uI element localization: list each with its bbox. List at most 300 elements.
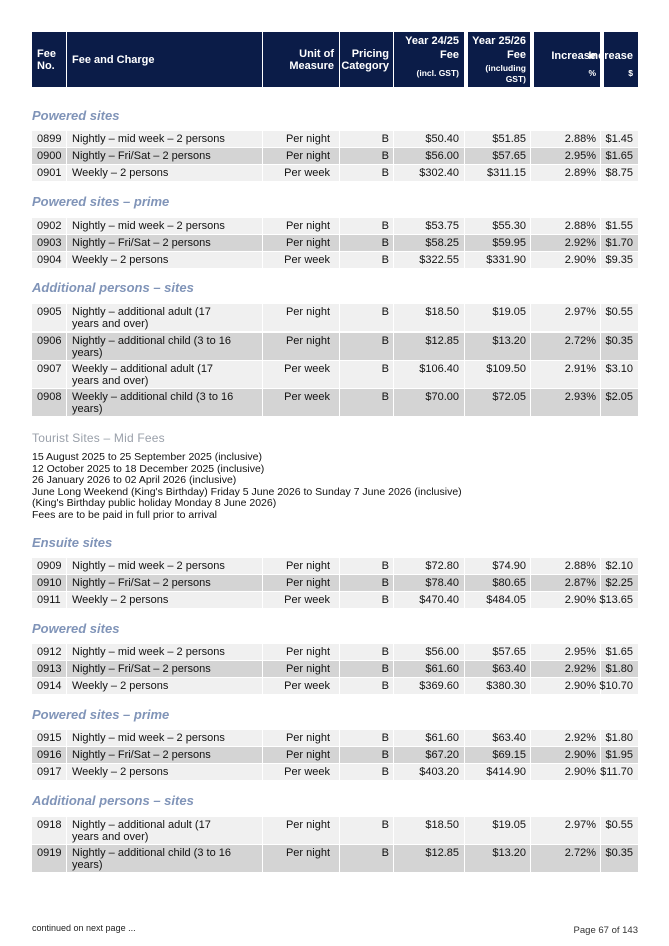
cell-dollar — [601, 252, 638, 268]
cell-unit-value: Per week — [284, 167, 330, 179]
cell-fee — [67, 165, 262, 181]
fee-description-line: Weekly – 2 persons — [72, 766, 169, 778]
cell-unit — [263, 764, 339, 780]
cell-unit — [263, 252, 339, 268]
cell-y2425 — [394, 661, 464, 677]
cell-dollar — [601, 148, 638, 164]
cell-unit — [263, 661, 339, 677]
fee-description-line: years) — [72, 347, 103, 359]
cell-unit-value: Per week — [284, 363, 330, 375]
cell-pct-value: 2.89% — [564, 167, 596, 179]
cell-no-value: 0900 — [37, 150, 62, 162]
cell-pct — [531, 333, 600, 360]
cell-pct — [531, 678, 600, 694]
tourist-note-line: 12 October 2025 to 18 December 2025 (inclusive) — [32, 462, 265, 475]
cell-dollar-value: $2.25 — [605, 577, 633, 589]
cell-dollar-value: $1.45 — [605, 133, 633, 145]
cell-y2425-value: $61.60 — [425, 732, 459, 744]
cell-no — [32, 148, 66, 164]
header-2526-line1: Year 25/26 — [472, 35, 526, 47]
tourist-note-line: 26 January 2026 to 02 April 2026 (inclusive) — [32, 474, 237, 487]
fee-description-line: Weekly – additional adult (17 — [72, 363, 214, 375]
cell-dollar — [601, 304, 638, 331]
cell-no — [32, 165, 66, 181]
fee-description-line: Nightly – Fri/Sat – 2 persons — [72, 577, 211, 589]
cell-pct-value: 2.90% — [564, 254, 596, 266]
cell-cat — [340, 747, 393, 763]
cell-no-value: 0913 — [37, 663, 62, 675]
cell-y2526-value: $69.15 — [492, 749, 526, 761]
table-row — [32, 333, 638, 360]
fee-description-line: Nightly – mid week – 2 persons — [72, 133, 225, 145]
header-fee-no-line2: No. — [37, 60, 55, 72]
cell-no — [32, 644, 66, 660]
cell-fee — [67, 235, 262, 251]
cell-y2425 — [394, 592, 464, 608]
header-2425-line1: Year 24/25 — [405, 35, 459, 47]
cell-no — [32, 333, 66, 360]
cell-y2526-value: $63.40 — [492, 732, 526, 744]
cell-no-value: 0917 — [37, 766, 62, 778]
cell-dollar — [601, 218, 638, 234]
fee-description-line: Nightly – additional adult (17 — [72, 819, 211, 831]
fee-description-line: years) — [72, 403, 103, 415]
cell-y2526-value: $19.05 — [492, 306, 526, 318]
cell-pct — [531, 389, 600, 416]
tourist-note-line: 15 August 2025 to 25 September 2025 (inclusive) — [32, 451, 262, 463]
cell-fee — [67, 575, 262, 591]
cell-cat — [340, 235, 393, 251]
cell-dollar — [601, 235, 638, 251]
continued-note: continued on next page ... — [32, 923, 136, 933]
table-row — [32, 764, 638, 780]
cell-cat — [340, 592, 393, 608]
cell-pct-value: 2.90% — [564, 594, 596, 606]
cell-cat — [340, 304, 393, 331]
cell-dollar — [601, 764, 638, 780]
cell-cat-value: B — [381, 766, 389, 778]
cell-pct — [531, 575, 600, 591]
cell-cat — [340, 575, 393, 591]
cell-y2526-value: $109.50 — [486, 363, 526, 375]
cell-fee — [67, 678, 262, 694]
cell-unit-value: Per week — [284, 594, 330, 606]
cell-pct — [531, 361, 600, 388]
table-row — [32, 165, 638, 181]
cell-unit-value: Per night — [285, 133, 330, 145]
table-row — [32, 218, 638, 234]
cell-pct — [531, 165, 600, 181]
cell-unit — [263, 304, 339, 331]
cell-cat-value: B — [381, 847, 389, 859]
cell-cat-value: B — [381, 749, 389, 761]
cell-cat-value: B — [381, 577, 389, 589]
table-row — [32, 678, 638, 694]
cell-fee — [67, 361, 262, 388]
cell-fee — [67, 252, 262, 268]
cell-y2526 — [465, 165, 530, 181]
cell-y2526-value: $414.90 — [486, 766, 526, 778]
header-pct-line1: Increase — [551, 50, 596, 62]
cell-pct-value: 2.88% — [564, 220, 596, 232]
cell-y2425 — [394, 575, 464, 591]
cell-unit — [263, 678, 339, 694]
fee-description-line: years and over) — [72, 318, 149, 330]
cell-unit-value: Per night — [285, 577, 330, 589]
cell-unit — [263, 592, 339, 608]
header-fee-no — [32, 32, 66, 87]
cell-unit — [263, 558, 339, 574]
cell-y2425 — [394, 764, 464, 780]
cell-pct-value: 2.72% — [564, 847, 596, 859]
cell-fee — [67, 764, 262, 780]
header-pct-line2: % — [588, 68, 596, 78]
cell-y2425 — [394, 845, 464, 872]
cell-no-value: 0899 — [37, 133, 62, 145]
section-title: Powered sites — [32, 621, 120, 636]
cell-pct-value: 2.88% — [564, 560, 596, 572]
fee-description-line: Weekly – 2 persons — [72, 594, 169, 606]
page-number: Page 67 of 143 — [573, 925, 638, 936]
header-unit-line1: Unit of — [299, 48, 334, 60]
header-2526-line3: (including — [485, 63, 526, 73]
cell-cat — [340, 148, 393, 164]
table-row — [32, 148, 638, 164]
cell-dollar — [601, 845, 638, 872]
cell-y2425 — [394, 361, 464, 388]
cell-pct — [531, 131, 600, 147]
fee-description-line: years and over) — [72, 375, 149, 387]
cell-dollar-value: $1.65 — [605, 646, 633, 658]
cell-dollar-value: $1.55 — [605, 220, 633, 232]
cell-cat-value: B — [381, 594, 389, 606]
cell-y2526 — [465, 148, 530, 164]
cell-y2425 — [394, 304, 464, 331]
cell-dollar — [601, 558, 638, 574]
fee-description-line: Nightly – Fri/Sat – 2 persons — [72, 237, 211, 249]
cell-unit-value: Per night — [285, 560, 330, 572]
cell-y2425 — [394, 644, 464, 660]
cell-y2526 — [465, 389, 530, 416]
cell-cat — [340, 678, 393, 694]
header-fee-and-charge-label: Fee and Charge — [72, 54, 155, 66]
table-row — [32, 252, 638, 268]
cell-no-value: 0903 — [37, 237, 62, 249]
cell-no-value: 0911 — [37, 594, 61, 606]
cell-unit — [263, 389, 339, 416]
cell-cat — [340, 845, 393, 872]
cell-y2425 — [394, 218, 464, 234]
cell-no-value: 0905 — [37, 306, 62, 318]
cell-dollar-value: $2.05 — [605, 391, 633, 403]
cell-fee — [67, 389, 262, 416]
cell-y2425 — [394, 235, 464, 251]
cell-pct-value: 2.95% — [564, 150, 596, 162]
cell-y2425-value: $470.40 — [419, 594, 459, 606]
cell-cat — [340, 389, 393, 416]
cell-cat-value: B — [381, 680, 389, 692]
section-title: Powered sites – prime — [32, 194, 170, 209]
cell-unit — [263, 644, 339, 660]
cell-dollar — [601, 333, 638, 360]
cell-y2526 — [465, 333, 530, 360]
cell-fee — [67, 644, 262, 660]
fee-description-line: Weekly – 2 persons — [72, 254, 169, 266]
cell-unit-value: Per night — [285, 819, 330, 831]
table-row — [32, 845, 638, 872]
cell-pct-value: 2.92% — [564, 663, 596, 675]
cell-unit-value: Per night — [285, 749, 330, 761]
cell-y2425-value: $403.20 — [419, 766, 459, 778]
cell-no-value: 0902 — [37, 220, 62, 232]
cell-dollar — [601, 131, 638, 147]
cell-pct — [531, 817, 600, 844]
cell-y2425-value: $67.20 — [425, 749, 459, 761]
cell-pct — [531, 764, 600, 780]
header-unit-line2: Measure — [289, 60, 334, 72]
header-dollar-line2: $ — [628, 68, 633, 78]
cell-y2526-value: $19.05 — [492, 819, 526, 831]
cell-y2425 — [394, 817, 464, 844]
cell-no — [32, 747, 66, 763]
header-unit-of-measure — [263, 32, 339, 87]
cell-no — [32, 817, 66, 844]
cell-cat — [340, 131, 393, 147]
table-row — [32, 730, 638, 746]
cell-y2526 — [465, 575, 530, 591]
cell-y2526 — [465, 730, 530, 746]
cell-y2526-value: $13.20 — [492, 847, 526, 859]
fee-description-line: Nightly – additional child (3 to 16 — [72, 847, 231, 859]
cell-y2526 — [465, 131, 530, 147]
cell-cat — [340, 252, 393, 268]
cell-no — [32, 361, 66, 388]
cell-dollar — [601, 575, 638, 591]
cell-fee — [67, 218, 262, 234]
fee-description-line: Weekly – 2 persons — [72, 680, 169, 692]
cell-pct-value: 2.87% — [564, 577, 596, 589]
cell-fee — [67, 661, 262, 677]
cell-y2526-value: $311.15 — [487, 167, 526, 179]
fee-description-line: Nightly – Fri/Sat – 2 persons — [72, 663, 211, 675]
cell-y2526 — [465, 361, 530, 388]
cell-pct-value: 2.90% — [564, 749, 596, 761]
cell-pct-value: 2.92% — [564, 732, 596, 744]
cell-y2526 — [465, 817, 530, 844]
cell-y2526-value: $63.40 — [492, 663, 526, 675]
cell-y2526-value: $74.90 — [492, 560, 526, 572]
cell-unit — [263, 148, 339, 164]
cell-y2526-value: $80.65 — [492, 577, 526, 589]
cell-unit — [263, 218, 339, 234]
cell-dollar-value: $0.35 — [605, 335, 633, 347]
cell-cat-value: B — [381, 646, 389, 658]
cell-pct — [531, 558, 600, 574]
cell-no — [32, 678, 66, 694]
cell-y2526 — [465, 252, 530, 268]
fee-description-line: Nightly – Fri/Sat – 2 persons — [72, 150, 211, 162]
cell-dollar-value: $3.10 — [605, 363, 633, 375]
cell-dollar-value: $0.55 — [605, 306, 633, 318]
section-title: Additional persons – sites — [32, 280, 194, 295]
cell-unit-value: Per week — [284, 391, 330, 403]
section-title: Powered sites – prime — [32, 707, 170, 722]
cell-no — [32, 304, 66, 331]
table-row — [32, 361, 638, 388]
cell-dollar — [601, 165, 638, 181]
cell-pct — [531, 661, 600, 677]
cell-pct-value: 2.88% — [564, 133, 596, 145]
cell-y2425 — [394, 678, 464, 694]
cell-pct — [531, 235, 600, 251]
cell-y2526-value: $380.30 — [486, 680, 526, 692]
cell-pct-value: 2.97% — [564, 306, 596, 318]
cell-pct — [531, 148, 600, 164]
cell-unit-value: Per week — [284, 680, 330, 692]
cell-pct — [531, 218, 600, 234]
cell-y2425-value: $18.50 — [425, 819, 459, 831]
cell-dollar-value: $2.10 — [605, 560, 633, 572]
cell-dollar — [601, 678, 638, 694]
cell-pct-value: 2.95% — [564, 646, 596, 658]
cell-y2526-value: $57.65 — [492, 646, 526, 658]
cell-unit — [263, 845, 339, 872]
cell-y2425 — [394, 333, 464, 360]
cell-y2425-value: $56.00 — [425, 150, 459, 162]
cell-unit-value: Per night — [285, 335, 330, 347]
cell-pct-value: 2.92% — [564, 237, 596, 249]
cell-y2425-value: $72.80 — [425, 560, 459, 572]
cell-y2526 — [465, 678, 530, 694]
cell-pct-value: 2.97% — [564, 819, 596, 831]
cell-y2526-value: $13.20 — [492, 335, 526, 347]
cell-y2425-value: $12.85 — [425, 847, 459, 859]
cell-cat-value: B — [381, 133, 389, 145]
cell-no — [32, 252, 66, 268]
cell-dollar-value: $9.35 — [605, 254, 633, 266]
cell-y2425 — [394, 747, 464, 763]
cell-cat — [340, 730, 393, 746]
header-pricing-line2: Category — [341, 60, 389, 72]
cell-unit — [263, 730, 339, 746]
cell-unit-value: Per night — [285, 646, 330, 658]
cell-y2425 — [394, 389, 464, 416]
tourist-sites-title: Tourist Sites – Mid Fees — [32, 431, 165, 445]
cell-y2425-value: $12.85 — [425, 335, 459, 347]
cell-unit — [263, 333, 339, 360]
cell-no-value: 0916 — [37, 749, 62, 761]
cell-pct — [531, 845, 600, 872]
fee-description-line: years and over) — [72, 831, 149, 843]
table-row — [32, 644, 638, 660]
cell-cat — [340, 165, 393, 181]
cell-y2526 — [465, 235, 530, 251]
cell-no-value: 0912 — [37, 646, 62, 658]
cell-fee — [67, 304, 262, 331]
cell-no — [32, 592, 66, 608]
cell-unit-value: Per night — [285, 306, 330, 318]
cell-dollar — [601, 730, 638, 746]
cell-cat-value: B — [381, 237, 389, 249]
cell-y2526 — [465, 558, 530, 574]
header-year-2526 — [468, 32, 530, 87]
cell-pct-value: 2.93% — [564, 391, 596, 403]
tourist-note-line: (King's Birthday public holiday Monday 8 June 2026) — [32, 497, 277, 510]
cell-unit-value: Per night — [285, 847, 330, 859]
cell-unit-value: Per week — [284, 254, 330, 266]
tourist-note-line: June Long Weekend (King's Birthday) Friday 5 June 2026 to Sunday 7 June 2026 (inclusive) — [32, 485, 462, 498]
cell-no — [32, 575, 66, 591]
cell-cat-value: B — [381, 663, 389, 675]
section-title: Additional persons – sites — [32, 793, 194, 808]
cell-y2425-value: $61.60 — [425, 663, 459, 675]
fee-description-line: Nightly – additional adult (17 — [72, 306, 211, 318]
cell-pct-value: 2.72% — [564, 335, 596, 347]
header-2526-line2: Fee — [507, 49, 526, 61]
cell-unit — [263, 817, 339, 844]
cell-y2425-value: $106.40 — [419, 363, 459, 375]
cell-y2425-value: $56.00 — [425, 646, 459, 658]
table-row — [32, 558, 638, 574]
cell-pct-value: 2.90% — [564, 766, 596, 778]
cell-fee — [67, 817, 262, 844]
cell-y2425 — [394, 131, 464, 147]
cell-no-value: 0914 — [37, 680, 62, 692]
cell-fee — [67, 592, 262, 608]
cell-fee — [67, 730, 262, 746]
fee-description-line: Weekly – 2 persons — [72, 167, 169, 179]
fee-description-line: Nightly – additional child (3 to 16 — [72, 335, 231, 347]
cell-unit — [263, 575, 339, 591]
cell-y2526 — [465, 747, 530, 763]
cell-y2526 — [465, 218, 530, 234]
cell-cat — [340, 644, 393, 660]
cell-unit — [263, 131, 339, 147]
cell-no-value: 0904 — [37, 254, 62, 266]
header-pricing-line1: Pricing — [351, 48, 389, 60]
cell-cat — [340, 361, 393, 388]
table-row — [32, 304, 638, 331]
cell-y2526 — [465, 764, 530, 780]
fee-description-line: Nightly – mid week – 2 persons — [72, 560, 225, 572]
cell-pct — [531, 730, 600, 746]
cell-cat — [340, 661, 393, 677]
cell-unit — [263, 747, 339, 763]
cell-dollar-value: $13.65 — [599, 594, 633, 606]
cell-dollar — [601, 592, 638, 608]
section-title: Ensuite sites — [32, 535, 113, 550]
cell-dollar-value: $10.70 — [599, 680, 633, 692]
cell-no-value: 0910 — [37, 577, 62, 589]
cell-pct — [531, 252, 600, 268]
cell-unit — [263, 361, 339, 388]
cell-dollar-value: $1.80 — [605, 732, 633, 744]
cell-y2425-value: $78.40 — [425, 577, 459, 589]
cell-no — [32, 558, 66, 574]
cell-cat-value: B — [381, 220, 389, 232]
cell-y2425-value: $58.25 — [425, 237, 459, 249]
cell-no — [32, 131, 66, 147]
cell-cat — [340, 817, 393, 844]
cell-fee — [67, 747, 262, 763]
header-fee-and-charge — [67, 32, 262, 87]
cell-fee — [67, 131, 262, 147]
cell-y2425-value: $50.40 — [425, 133, 459, 145]
cell-fee — [67, 558, 262, 574]
cell-dollar-value: $0.35 — [605, 847, 633, 859]
cell-no-value: 0918 — [37, 819, 62, 831]
table-row — [32, 592, 638, 608]
